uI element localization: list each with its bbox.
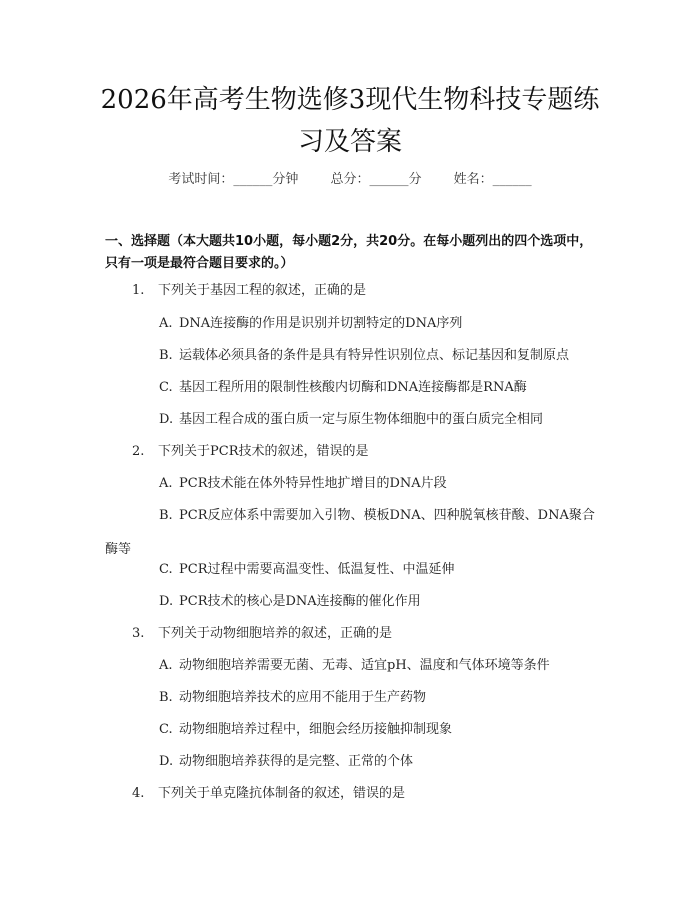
exam-meta [0, 168, 700, 187]
option-text: 动物细胞培养技术的应用不能用于生产药物 [179, 690, 427, 705]
option-letter: A. [159, 658, 173, 673]
question-stem: 下列关于基因工程的叙述，正确的是 [158, 283, 367, 298]
option-letter: B. [159, 690, 173, 705]
option-text: PCR过程中需要高温变性、低温复性、中温延伸 [179, 562, 455, 577]
question-stem: 下列关于PCR技术的叙述，错误的是 [158, 444, 369, 459]
option-1c [159, 378, 609, 398]
option-1d [159, 410, 609, 430]
option-text: PCR技术的核心是DNA连接酶的催化作用 [179, 594, 421, 609]
option-letter: C. [159, 562, 173, 577]
option-letter: B. [159, 348, 173, 363]
option-letter: D. [159, 412, 174, 427]
exam-name: 姓名：______ [453, 172, 532, 187]
option-letter: D. [159, 754, 174, 769]
option-1b [159, 346, 609, 366]
option-letter: C. [159, 722, 173, 737]
question-1 [132, 281, 612, 301]
option-letter: A. [159, 476, 173, 491]
option-text: PCR技术能在体外特异性地扩增目的DNA片段 [179, 476, 447, 491]
option-text: 动物细胞培养获得的是完整、正常的个体 [179, 754, 414, 769]
option-text: 动物细胞培养需要无菌、无毒、适宜pH、温度和气体环境等条件 [179, 658, 550, 673]
option-2b [105, 506, 605, 560]
title-line-2: 习及答案 [297, 127, 402, 157]
question-3 [132, 624, 612, 644]
option-2a [159, 474, 609, 494]
option-3d [159, 752, 609, 772]
option-3c [159, 720, 609, 740]
exam-score: 总分：______分 [330, 172, 422, 187]
option-3a [159, 656, 609, 676]
section-heading: 一、选择题（本大题共10小题，每小题2分，共20分。在每小题列出的四个选项中，只有一项是最符合题目要求的。） [105, 234, 593, 271]
option-text: PCR反应体系中需要加入引物、模板DNA、四种脱氧核苷酸、DNA聚合 [179, 508, 595, 523]
option-3b [159, 688, 609, 708]
question-stem: 下列关于动物细胞培养的叙述，正确的是 [158, 626, 393, 641]
option-text: 基因工程所用的限制性核酸内切酶和DNA连接酶都是RNA酶 [179, 380, 527, 395]
option-text: 运载体必须具备的条件是具有特异性识别位点、标记基因和复制原点 [179, 348, 570, 363]
option-text: 基因工程合成的蛋白质一定与原生物体细胞中的蛋白质完全相同 [179, 412, 544, 427]
option-text-continued: 酶等 [105, 542, 132, 557]
question-number: 4. [132, 786, 145, 801]
question-stem: 下列关于单克隆抗体制备的叙述，错误的是 [158, 786, 406, 801]
option-1a [159, 314, 609, 334]
question-2 [132, 442, 612, 462]
option-2c [159, 560, 609, 580]
title-line-1: 2026年高考生物选修3现代生物科技专题练 [100, 85, 600, 115]
question-number: 3. [132, 626, 145, 641]
exam-time: 考试时间：______分钟 [168, 172, 299, 187]
question-number: 2. [132, 444, 145, 459]
option-text: DNA连接酶的作用是识别并切割特定的DNA序列 [179, 316, 463, 331]
option-letter: D. [159, 594, 174, 609]
option-letter: C. [159, 380, 173, 395]
option-letter: B. [159, 508, 173, 523]
page-title [0, 82, 700, 166]
option-text: 动物细胞培养过程中，细胞会经历接触抑制现象 [179, 722, 453, 737]
option-2d [159, 592, 609, 612]
question-4 [132, 784, 612, 804]
option-letter: A. [159, 316, 173, 331]
question-number: 1. [132, 283, 145, 298]
